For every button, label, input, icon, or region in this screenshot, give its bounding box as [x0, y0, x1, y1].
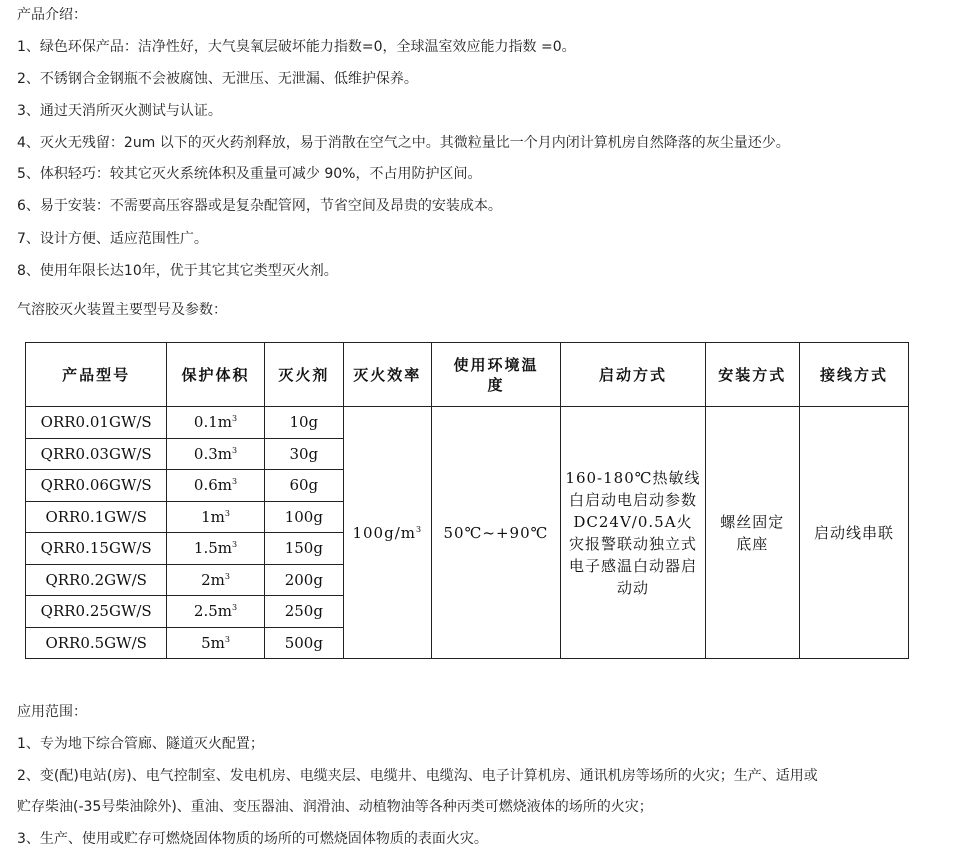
efficiency-cell: $100g/m^3$ [344, 407, 431, 659]
agent-cell: 60g [264, 470, 343, 502]
spec-table [25, 342, 909, 659]
table-row [26, 407, 909, 439]
header-model: 产品型号 [26, 343, 167, 407]
intro-item: 1、绿色环保产品：洁净性好，大气臭氧层破坏能力指数=0，全球温室效应能力指数 =0。 [17, 39, 576, 55]
temperature-cell: 50℃~+90℃ [431, 407, 561, 659]
intro-item: 7、设计方便、适应范围性广。 [17, 231, 208, 247]
agent-cell: 30g [264, 438, 343, 470]
intro-heading: 产品介绍： [17, 7, 87, 23]
volume-cell: $0.3m^3$ [167, 438, 264, 470]
volume-cell: $2.5m^3$ [167, 596, 264, 628]
agent-cell: 250g [264, 596, 343, 628]
model-cell: ORR0.5GW/S [26, 627, 167, 659]
volume-cell: $0.1m^3$ [167, 407, 264, 439]
header-wiring: 接线方式 [800, 343, 909, 407]
volume-cell: $2m^3$ [167, 564, 264, 596]
model-cell: QRR0.25GW/S [26, 596, 167, 628]
application-item: 3、生产、使用或贮存可燃烧固体物质的场所的可燃烧固体物质的表面火灾。 [17, 831, 488, 847]
intro-item: 4、灭火无残留：2um 以下的灭火药剂释放，易于消散在空气之中。其微粒量比一个月内闭计算机房自然降落的灰尘量还少。 [17, 135, 790, 151]
model-cell: QRR0.03GW/S [26, 438, 167, 470]
start-method-cell: 160-180℃热敏线白启动电启动参数DC24V/0.5A火灾报警联动独立式电子感温白动器启动动 [561, 407, 705, 659]
application-item: 1、专为地下综合管廊、隧道灭火配置； [17, 736, 264, 752]
agent-cell: 100g [264, 501, 343, 533]
volume-cell: $5m^3$ [167, 627, 264, 659]
volume-cell: $1m^3$ [167, 501, 264, 533]
header-volume: 保护体积 [167, 343, 264, 407]
header-temperature: 使用环境温度 [431, 343, 561, 407]
volume-cell: $1.5m^3$ [167, 533, 264, 565]
agent-cell: 150g [264, 533, 343, 565]
wiring-cell: 启动线串联 [800, 407, 909, 659]
table-title: 气溶胶灭火装置主要型号及参数： [17, 302, 227, 318]
header-agent: 灭火剂 [264, 343, 343, 407]
header-efficiency: 灭火效率 [344, 343, 431, 407]
model-cell: QRR0.2GW/S [26, 564, 167, 596]
application-item: 贮存柴油(-35号柴油除外)、重油、变压器油、润滑油、动植物油等各种丙类可燃烧液体的场所的火灾； [17, 799, 653, 815]
intro-item: 2、不锈钢合金钢瓶不会被腐蚀、无泄压、无泄漏、低维护保养。 [17, 71, 418, 87]
intro-item: 8、使用年限长达10年，优于其它其它类型灭火剂。 [17, 263, 338, 279]
table-header-row [26, 343, 909, 407]
intro-item: 3、通过天消所灭火测试与认证。 [17, 103, 222, 119]
agent-cell: 500g [264, 627, 343, 659]
agent-cell: 10g [264, 407, 343, 439]
volume-cell: $0.6m^3$ [167, 470, 264, 502]
model-cell: ORR0.01GW/S [26, 407, 167, 439]
header-installation: 安装方式 [705, 343, 800, 407]
header-start-method: 启动方式 [561, 343, 705, 407]
intro-item: 6、易于安装：不需要高压容器或是复杂配管网，节省空间及昂贵的安装成本。 [17, 198, 502, 214]
installation-cell: 螺丝固定底座 [705, 407, 800, 659]
application-item: 2、变(配)电站(房)、电气控制室、发电机房、电缆夹层、电缆井、电缆沟、电子计算机房、通讯机房等场所的火灾；生产、适用或 [17, 768, 818, 784]
agent-cell: 200g [264, 564, 343, 596]
application-heading: 应用范围： [17, 704, 87, 720]
model-cell: ORR0.1GW/S [26, 501, 167, 533]
intro-item: 5、体积轻巧：较其它灭火系统体积及重量可减少 90%，不占用防护区间。 [17, 166, 482, 182]
model-cell: QRR0.06GW/S [26, 470, 167, 502]
model-cell: QRR0.15GW/S [26, 533, 167, 565]
